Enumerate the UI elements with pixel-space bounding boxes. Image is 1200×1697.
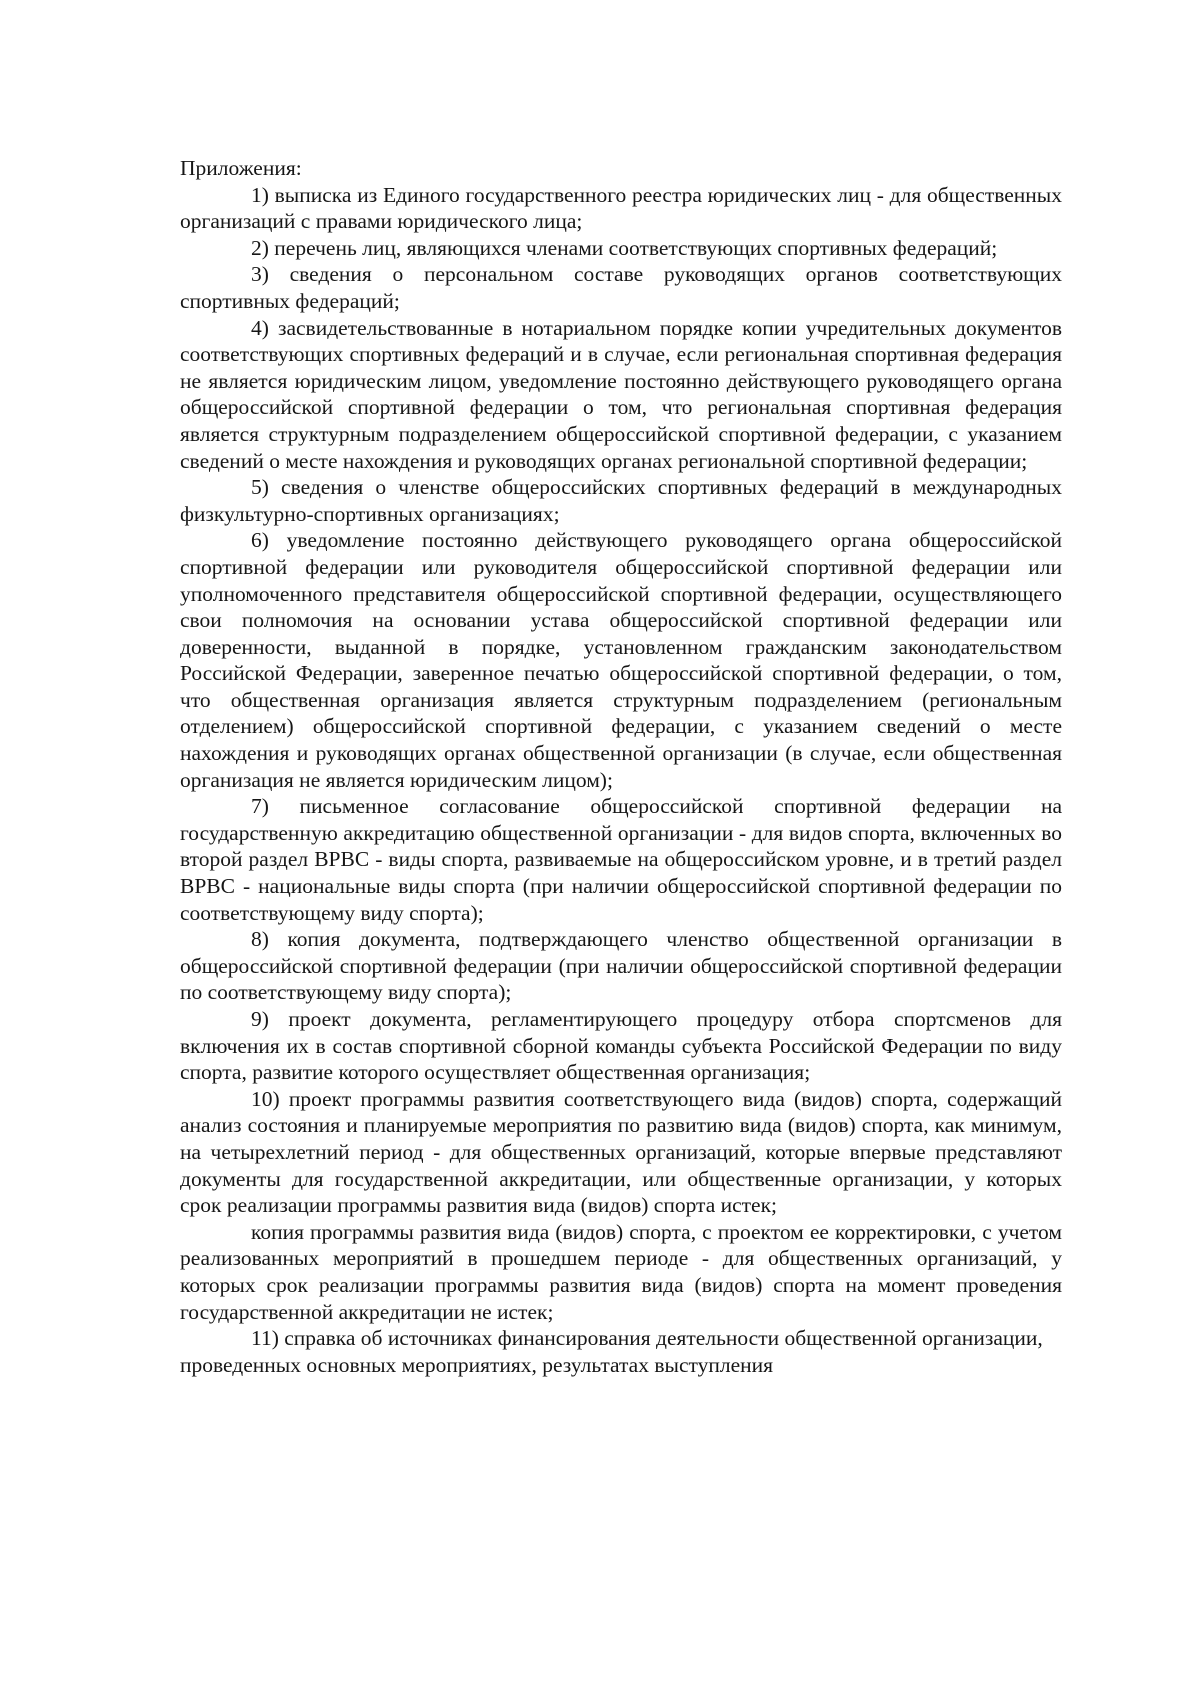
attachments-heading: Приложения: (180, 156, 302, 180)
list-item-9: 9) проект документа, регламентирующего процедуру отбора спортсменов для включения их в состав спортивной сборной команды субъекта Российской Федерации по виду спорта, развитие которого осуществляет общественная организация; (180, 1007, 1062, 1085)
list-item-5: 5) сведения о членстве общероссийских спортивных федераций в международных физкультурно-спортивных организациях; (180, 475, 1062, 526)
document-page (180, 155, 1062, 1378)
list-item-11: 11) справка об источниках финансирования деятельности общественной организации, проведенных основных мероприятиях, результатах выступления (180, 1326, 1043, 1377)
list-item-10-continuation: копия программы развития вида (видов) спорта, с проектом ее корректировки, с учетом реализованных мероприятий в прошедшем периоде - для общественных организаций, у которых срок реализации программы развития вида (видов) спорта на момент проведения государственной аккредитации не истек; (180, 1219, 1062, 1324)
list-item-4: 4) засвидетельствованные в нотариальном порядке копии учредительных документов соответствующих спортивных федераций и в случае, если региональная спортивная федерация не является юридическим лицом, уведомление постоянно действующего руководящего органа общероссийской спортивной федерации о том, что региональная спортивная федерация является структурным подразделением общероссийской спортивной федерации, с указанием сведений о месте нахождения и руководящих органах региональной спортивной федерации; (180, 315, 1062, 473)
list-item-2: 2) перечень лиц, являющихся членами соответствующих спортивных федераций; (251, 235, 998, 260)
list-item-7: 7) письменное согласование общероссийской спортивной федерации на государственную аккредитацию общественной организации - для видов спорта, включенных во второй раздел ВРВС - виды спорта, развиваемые на общероссийском уровне, и в третий раздел ВРВС - национальные виды спорта (при наличии общероссийской спортивной федерации по соответствующему виду спорта); (180, 794, 1062, 925)
list-item-6: 6) уведомление постоянно действующего руководящего органа общероссийской спортивной федерации или руководителя общероссийской спортивной федерации или уполномоченного представителя общероссийской спортивной федерации, осуществляющего свои полномочия на основании устава общероссийской спортивной федерации или доверенности, выданной в порядке, установленном гражданским законодательством Российской Федерации, заверенное печатью общероссийской спортивной федерации, о том, что общественная организация является структурным подразделением (региональным отделением) общероссийской спортивной федерации, с указанием сведений о месте нахождения и руководящих органах общественной организации (в случае, если общественная организация не является юридическим лицом); (180, 528, 1062, 792)
list-item-1: 1) выписка из Единого государственного реестра юридических лиц - для общественных организаций с правами юридического лица; (180, 182, 1062, 234)
list-item-10: 10) проект программы развития соответствующего вида (видов) спорта, содержащий анализ состояния и планируемые мероприятия по развитию вида (видов) спорта, как минимум, на четырехлетний период - для общественных организаций, которые впервые представляют документы для государственной аккредитации, или общественные организации, у которых срок реализации программы развития вида (видов) спорта истек; (180, 1086, 1062, 1218)
list-item-8: 8) копия документа, подтверждающего членство общественной организации в общероссийской спортивной федерации (при наличии общероссийской спортивной федерации по соответствующему виду спорта); (180, 927, 1062, 1005)
list-item-3: 3) сведения о персональном составе руководящих органов соответствующих спортивных федераций; (180, 262, 1062, 313)
